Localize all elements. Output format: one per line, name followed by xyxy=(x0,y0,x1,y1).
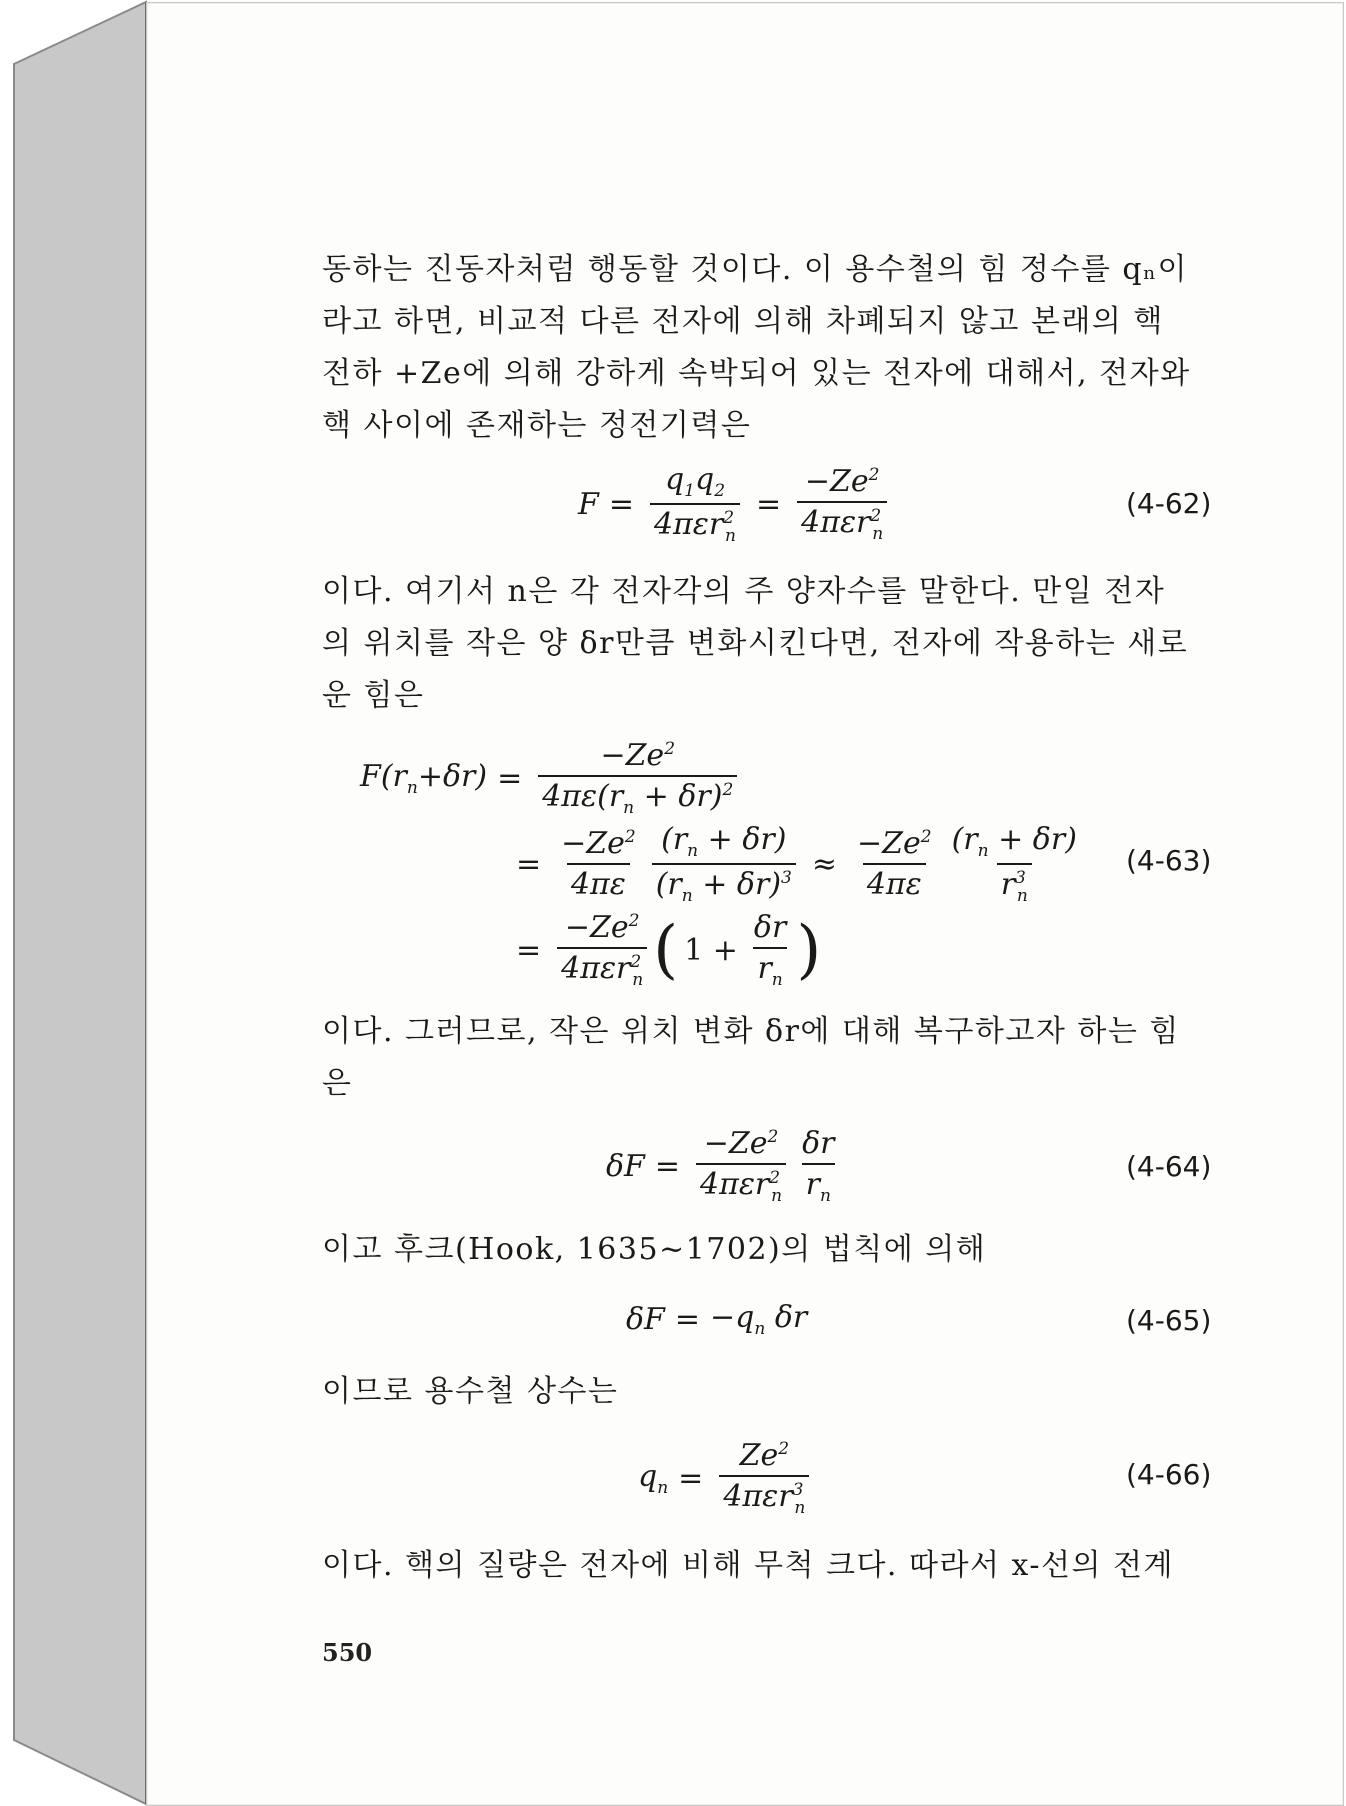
paragraph-5-line: 이므로 용수철 상수는 xyxy=(322,1374,619,1409)
paragraph-2-line: 의 위치를 작은 양 δr만큼 변화시킨다면, 전자에 작용하는 새로 xyxy=(322,626,1189,661)
paragraph-1-line: 전하 +Ze에 의해 강하게 속박되어 있는 전자에 대해서, 전자와 xyxy=(322,356,1191,391)
paragraph-1-line: 라고 하면, 비교적 다른 전자에 의해 차폐되지 않고 본래의 핵 xyxy=(322,304,1164,339)
equation-number: (4-65) xyxy=(1126,1304,1212,1337)
equation-number: (4-62) xyxy=(1126,487,1212,520)
equation-4-63-line-3: = $\frac{-Ze^2}{4\pi\varepsilon r^2_n}$ ( 1 + $\frac{\delta r}{r_n}$ ) xyxy=(516,910,822,990)
paragraph-3-line: 은 xyxy=(322,1066,353,1101)
equation-number: (4-63) xyxy=(1126,844,1212,877)
paragraph-1-line: 핵 사이에 존재하는 정전기력은 xyxy=(322,408,752,443)
paragraph-2-line: 이다. 여기서 n은 각 전자각의 주 양자수를 말한다. 만일 전자 xyxy=(322,574,1166,609)
paragraph-1-line: 동하는 진동자처럼 행동할 것이다. 이 용수철의 힘 정수를 qₙ이 xyxy=(322,252,1189,287)
equation-4-63-line-1: $F(r_n+\delta r)$ = $\frac{-Ze^2}{4\pi\varepsilon(r_n + \delta r)^2}$ xyxy=(360,738,743,818)
paragraph-6-line: 이다. 핵의 질량은 전자에 비해 무척 크다. 따라서 x-선의 전계 xyxy=(322,1548,1174,1583)
paragraph-5 xyxy=(322,1366,1210,1418)
paragraph-2 xyxy=(322,566,1210,722)
paragraph-6 xyxy=(322,1540,1210,1592)
page-number: 550 xyxy=(322,1638,373,1667)
equation-4-63-line-2: = $\frac{-Ze^2}{4\pi\varepsilon}$ $\frac{(r_n + \delta r)}{(r_n + \delta r)^3}$ ≈ $\frac{-Ze^2}{4\pi\varepsilon}$ $\frac{(r_n + \delta r)}{r^3_n}$ xyxy=(516,822,1077,906)
equation-number: (4-66) xyxy=(1126,1458,1212,1491)
paragraph-4-line: 이고 후크(Hook, 1635~1702)의 법칙에 의해 xyxy=(322,1232,987,1267)
equation-4-64: δF = $\frac{-Ze^2}{4\pi\varepsilon r^2_n}$ $\frac{\delta r}{r_n}$ xyxy=(606,1126,835,1206)
paragraph-4 xyxy=(322,1224,1210,1276)
paragraph-2-line: 운 힘은 xyxy=(322,678,425,713)
paragraph-1 xyxy=(322,244,1210,452)
paragraph-3-line: 이다. 그러므로, 작은 위치 변화 δr에 대해 복구하고자 하는 힘 xyxy=(322,1014,1180,1049)
equation-4-65: δF = $-q_n$ δr xyxy=(626,1300,808,1339)
equation-4-66: $q_n$ = $\frac{Ze^2}{4\pi\varepsilon r^3_n}$ xyxy=(638,1438,815,1518)
equation-number: (4-64) xyxy=(1126,1150,1212,1183)
equation-4-62: F = $\frac{q_1q_2}{4\pi\varepsilon r^2_n}$ = $\frac{-Ze^2}{4\pi\varepsilon r^2_n}$ xyxy=(578,462,893,546)
paragraph-3 xyxy=(322,1006,1210,1110)
